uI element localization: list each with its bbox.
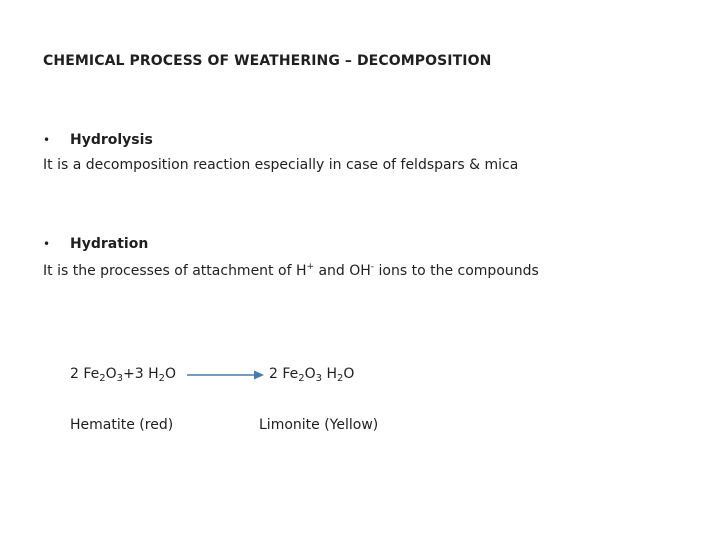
subscript: 2 (337, 373, 344, 384)
hydration-text (43, 262, 539, 279)
product-formula (269, 366, 354, 384)
hydrolysis-heading: Hydrolysis (70, 132, 153, 148)
hydrolysis-text: It is a decomposition reaction especially in case of feldspars & mica (43, 157, 519, 173)
superscript: - (370, 262, 375, 272)
formula-part: H (322, 366, 338, 382)
formula-part: 2 Fe (70, 366, 100, 382)
superscript: + (306, 262, 315, 272)
formula-part: O (105, 366, 117, 382)
subscript: 2 (99, 373, 106, 384)
reaction-arrow-icon (186, 368, 266, 382)
hydration-text-part: ions to the compounds (374, 263, 539, 279)
hydration-text-part: and OH (314, 263, 371, 279)
product-label: Limonite (Yellow) (259, 417, 379, 433)
hydration-text-part: It is the processes of attachment of H (43, 263, 307, 279)
subscript: 2 (298, 373, 305, 384)
hydration-heading: Hydration (70, 236, 149, 252)
slide-title: CHEMICAL PROCESS OF WEATHERING – DECOMPOSITION (43, 53, 492, 69)
bullet-icon: • (43, 133, 51, 147)
bullet-icon: • (43, 237, 51, 251)
subscript: 2 (158, 373, 166, 384)
formula-part: 2 Fe (269, 366, 299, 382)
reactant-formula (70, 366, 176, 384)
formula-part: O (304, 366, 316, 382)
subscript: 3 (315, 373, 323, 384)
formula-part: O (343, 366, 355, 382)
formula-part: O (165, 366, 177, 382)
formula-part: +3 H (123, 366, 159, 382)
subscript: 3 (116, 373, 124, 384)
reactant-label: Hematite (red) (70, 417, 174, 433)
